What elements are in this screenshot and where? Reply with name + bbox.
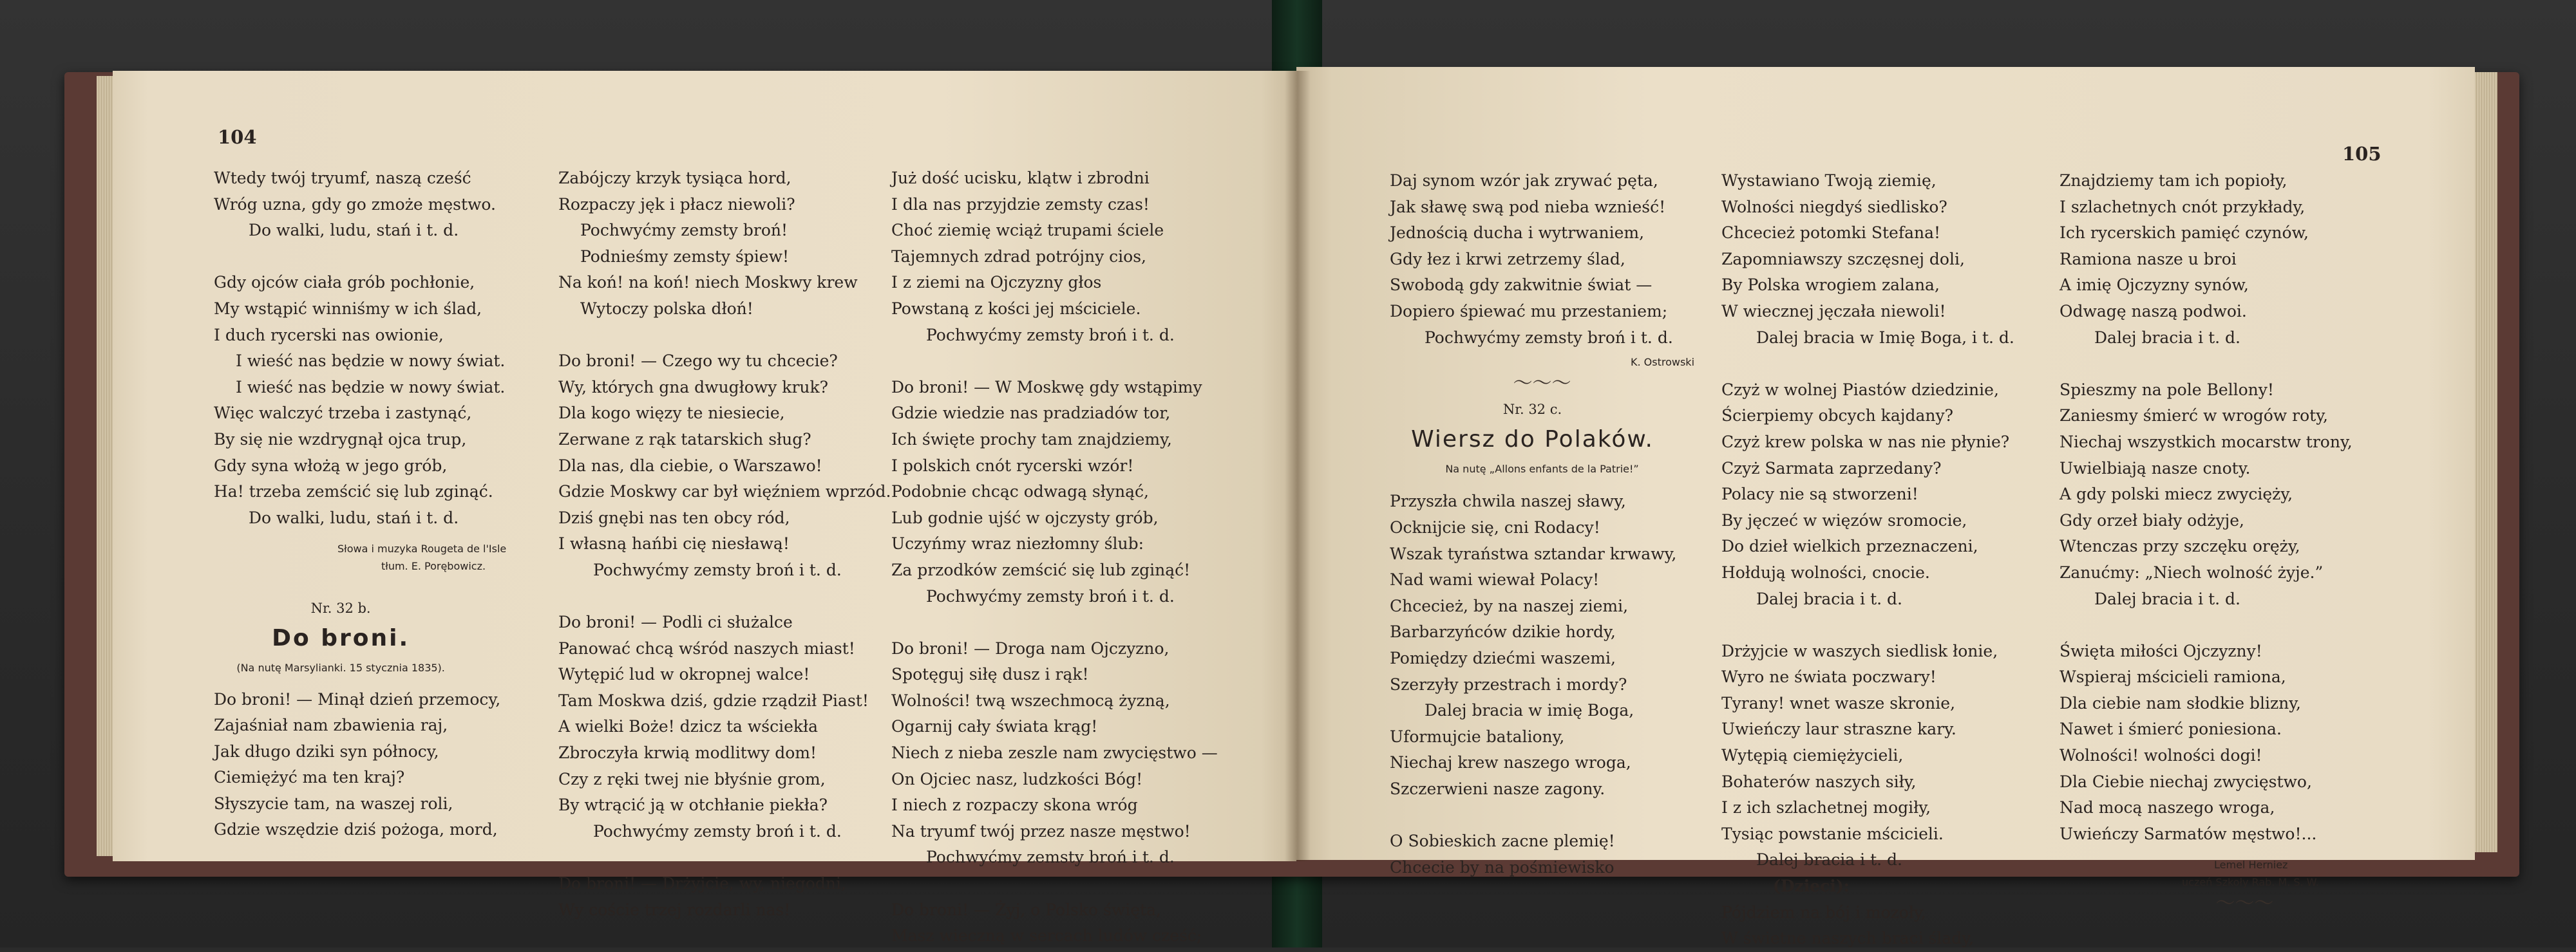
verse-line: Zbroczyła krwią modlitwy dom! [558,743,817,763]
right-page [1296,67,2475,948]
verse-line: I z ich szlachetnej mogiły, [1721,798,1931,817]
verse-line: Uwielbiają nasze cnoty. [2060,458,2251,478]
verse-line: Gdy łez i krwi zetrzemy ślad, [1390,249,1625,268]
verse-line: I wieść nas będzie w nowy świat. [236,377,506,397]
verse-line: Wytoczy polska dłoń! [580,299,753,318]
children-label: (Dzieci): [1773,877,1850,896]
verse-line: Wolności! twą wszechmocą żyzną, [891,691,1170,710]
verse-line: Wy, których gna dwugłowy kruk? [558,377,829,397]
verse-line: I duch rycerski nas owionie, [214,325,444,344]
song-title: Do broni. [272,624,410,651]
verse-line: My wstąpić winniśmy w ich ślad, [214,299,482,318]
stanza-gap [1390,802,1694,828]
verse-line: Zapomniawszy szczęsnej doli, [1721,249,1965,268]
verse-line: Słyszycie tam, na waszej roli, [214,794,453,813]
verse-line: Wtedy twój tryumf, naszą cześć [214,169,471,187]
verse-line: Czyż w wolnej Piastów dziedzinie, [1721,380,1999,399]
page-number-104: 104 [218,126,257,148]
verse-line: Wolności niegdyś siedlisko? [1721,197,1947,216]
song-number: Nr. 32 b. [310,601,371,617]
verse-line: Daj synom wzór jak zrywać pęta, [1390,171,1658,190]
verse-line: Czyż Sarmata zaprzedany? [1721,458,1942,478]
credit-line: uczeń Szkoły Rab. M. S. W. [2182,876,2319,889]
stanza-gap [2060,612,2353,639]
verse-line: Pochwyćmy zemsty broń! [580,221,788,240]
verse-line: Szerzyły przestrach i mordy? [1390,675,1627,694]
verse-line: Rozpaczy jęk i płacz niewoli? [558,194,795,214]
verse-line: Zanućmy: „Niech wolność żyje.” [2060,563,2324,582]
verse-line: Barbarzyńców dzikie hordy, [1390,622,1616,642]
verse-line: Panować chcą wśród naszych miast! [558,639,855,658]
verse-line: By wtrącić ją w otchłanie piekła? [558,796,828,815]
verse-line: Nad mocą naszego wroga, [2060,798,2275,817]
verse-line: Podobnie chcąc odwagą słynąć, [891,482,1149,501]
verse-line: Chcecież potomki Stefana! [1721,223,1941,243]
verse-line: Wspieraj mścicieli ramiona, [2060,667,2286,687]
song-title: Wiersz do Polaków. [1411,425,1654,453]
verse-line: Na koń! na koń! niech Moskwy krew [558,273,858,292]
verse-line: Do broni! — Drżyjcie, wy, niegodni, [558,874,846,893]
verse-line: Nawet i śmierć poniesiona. [2060,720,2282,739]
verse-line: Spieszmy na pole Bellony! [2060,380,2274,399]
verse-line: Znajdziemy tam ich popioły, [2060,171,2287,190]
left-col-3 [891,165,1218,949]
page-edges-right [2472,72,2497,852]
verse-line: Powstaną z kości jej mściciele. [891,299,1141,318]
song-subtitle: Na nutę „Allons enfants de la Patrie!” [1445,462,1639,475]
verse-line: Hołdują wolności, cnocie. [1721,563,1930,582]
verse-line: I niech z rozpaczy skona wróg [891,796,1138,815]
stanza-gap [1721,612,2014,639]
verse-line: W wiecznej jęczała niewoli! [1721,301,1946,321]
page-number-105: 105 [2342,143,2382,165]
verse-line: Nad wami wiewał Polacy! [1390,570,1600,590]
verse-line: I dla nas przyjdzie zemsty czas! [891,194,1150,214]
verse-line: O Sobieskich zacne plemię! [1390,832,1615,851]
verse-line: Wtenczas przy szczęku oręży, [2060,537,2300,556]
verse-line: Do broni! — Minął dzień przemocy, [214,689,501,709]
verse-line: Tysiąc powstanie mścicieli. [1721,824,1944,843]
verse-line: Polacy nie są stworzeni! [1721,485,1918,504]
left-col-1 [214,165,506,843]
verse-line: I z ziemi na Ojczyzny głos [891,273,1102,292]
right-col-2 [1721,168,2014,952]
verse-line: Ocknijcie się, cni Rodacy! [1390,518,1600,537]
verse-line: Pójdziem na bój i mozoły, [1721,902,1926,922]
stanza-gap [891,871,1218,897]
verse-line: W świetne naszych braci ślady, [1721,929,1975,948]
verse-line: On Ojciec nasz, ludzkości Bóg! [891,769,1143,789]
verse-line: Ciemiężyć ma ten kraj? [214,768,405,787]
verse-line: Wróg uzna, gdy go zmoże męstwo. [214,194,496,214]
verse-line: Gdy orzeł biały odżyje, [2060,510,2244,530]
verse-line: Dopiero śpiewać mu przestaniem; [1390,301,1668,321]
verse-line: Niech z nieba zeszle nam zwycięstwo — [891,743,1218,763]
stanza-gap [891,610,1218,636]
verse-line: Do walki, ludu, stań i t. d. [249,221,459,240]
divider [214,575,506,595]
verse-line: Przyszła chwila naszej sławy, [1390,492,1626,511]
credit-line: Słowa i muzyka Rougeta de l'Isle [337,543,507,555]
verse-line: Drżyjcie w waszych siedlisk łonie, [1721,641,1998,660]
verse-line: Do broni! — Podli ci służalce [558,613,793,632]
verse-line: Niechaj krew naszego wroga, [1390,753,1631,772]
verse-line: Gdzie Moskwy car był więźniem wprzód. [558,482,891,501]
verse-line: I szlachetnych cnót przykłady, [2060,197,2306,216]
verse-line: Dalej bracia i t. d. [1756,589,1902,608]
verse-line: Swobodą gdy zakwitnie świat — [1390,275,1653,295]
author: K. Ostrowski [1631,356,1695,369]
book-gutter [1285,71,1311,861]
verse-line: Pochwyćmy zemsty broń i t. d. [926,848,1175,867]
verse-line: Już dość ucisku, klątw i zbrodni [891,169,1150,187]
verse-line: Gdzie wiedzie nas pradziadów tor, [891,404,1171,423]
verse-line: Tam Moskwa dziś, gdzie rządził Piast! [558,691,869,710]
verse-line: Wystawiano Twoją ziemię, [1721,171,1937,190]
verse-line: Jak długo dziki syn północy, [214,742,439,761]
verse-line: Wytępią ciemiężycieli, [1721,746,1904,765]
verse-line: Pochwyćmy zemsty broń i t. d. [926,325,1175,344]
right-col-3 [2060,168,2353,917]
verse-line: A gdy polski miecz zwycięży, [2060,485,2293,504]
stanza-gap [891,348,1218,375]
verse-line: By się nie wzdrygnął ojca trup, [214,429,467,449]
verse-line: Gdzie wszędzie dziś pożoga, mord, [214,820,498,839]
verse-line: Na tryumf twój przez nasze męstwo! [891,821,1191,841]
stanza-gap [558,584,891,610]
verse-line: Ogarnij cały świata krąg! [891,717,1098,736]
verse-line: A imię Ojczyzny synów, [2060,275,2249,295]
verse-line: Dla Ciebie niechaj zwycięstwo, [2060,772,2312,791]
verse-line: Spotęguj siłę dusz i rąk! [891,665,1089,684]
verse-line: Jak sławę swą pod nieba wznieść! [1390,197,1666,216]
verse-line: Niechaj wszystkich mocarstw trony, [2060,432,2353,451]
verse-line: Wytępić lud w okropnej walce! [558,665,810,684]
stanza-gap [1721,351,2014,377]
song-number: Nr. 32 c. [1502,402,1562,418]
credit-line: Lemel Herniez [2214,859,2288,872]
stanza-gap [214,244,506,270]
credit-line: tłum. E. Porębowicz. [381,560,486,573]
verse-line: Uformujcie bataliony, [1390,727,1565,746]
verse-line: Jednością ducha i wytrwaniem, [1390,223,1645,243]
verse-line: Uwieńczy laur straszne kary. [1721,720,1956,739]
verse-line: Do broni! — Czego wy tu chcecie? [558,351,838,371]
verse-line: Ramiona nasze u broi [2060,249,2237,268]
verse-line: Lub godnie ujść w ojczysty grób, [891,508,1159,527]
verse-line: Bohaterów naszych siły, [1721,772,1917,791]
verse-line: A wielki Boże! dzicz ta wściekła [558,717,819,736]
stanza-gap [558,322,891,349]
verse-line: Zerwane z rąk tatarskich sług? [558,429,811,449]
verse-line: Ich rycerskich pamięć czynów, [2060,223,2309,243]
right-col-1 [1390,168,1694,881]
verse-line: Ścierpiemy obcych kajdany? [1721,406,1954,425]
verse-line: Odwagę naszą podwoi. [2060,301,2247,321]
stanza-gap [558,845,891,871]
verse-line: Zabójczy krzyk tysiąca hord, [558,169,791,187]
verse-line: Dla ciebie nam słodkie blizny, [2060,693,2301,713]
verse-line: Czyż krew polska w nas nie płynie? [1721,432,2010,451]
verse-line: Święta miłości Ojczyzny! [2060,641,2262,660]
left-col-2 [558,165,891,923]
stanza-gap [2060,351,2353,377]
verse-line: Pomiędzy dziećmi waszemi, [1390,648,1616,667]
verse-line: By jęczeć w więzów sromocie, [1721,510,1967,530]
verse-line: Do broni! — Droga nam Ojczyzno, [891,639,1170,658]
verse-line: Dalej bracia i t. d. [1756,850,1902,870]
verse-line: Do broni! — W Moskwę gdy wstąpimy [891,377,1202,397]
verse-line: Gdy syna włożą w jego grób, [214,456,448,475]
verse-line: Wolności! wolności dogi! [2060,746,2262,765]
verse-line: Chcecież, by na naszej ziemi, [1390,596,1629,615]
left-page [113,71,1296,946]
verse-line: Wszak tyraństwa sztandar krwawy, [1390,544,1677,563]
verse-line: Wy coście trzej rozdarli nas! [558,900,791,919]
verse-line: Zajaśniał nam zbawienia raj, [214,716,448,735]
verse-line: Dziś gnębi nas ten obcy ród, [558,508,790,527]
verse-line: Podnieśmy zemsty śpiew! [580,247,790,266]
verse-line: Pochwyćmy zemsty broń i t. d. [593,821,842,841]
verse-line: Tajemnych zdrad potrójny cios, [891,247,1146,266]
verse-line: Do walki, ludu, stań i t. d. [249,508,459,527]
verse-line: Chcecie by na pośmiewisko [1390,857,1615,877]
verse-line: Zaniesmy śmierć w wrogów roty, [2060,406,2328,425]
verse-line: Choć ziemię wciąż trupami ściele [891,221,1164,240]
verse-line: Do broni! — Żyj, o Polsko święta, [891,900,1161,919]
verse-line: Za przodków zemścić się lub zginąć! [891,560,1191,579]
verse-line: Dalej bracia w imię Boga, [1425,701,1634,720]
verse-line: Masz wieczną w sercach ludów cześć; [891,926,1202,946]
verse-line: Tyrany! wnet wasze skronie, [1721,693,1956,713]
verse-line: Dalej bracia i t. d. [2094,589,2240,608]
verse-line: Pochwyćmy zemsty broń i t. d. [1425,328,1673,347]
verse-line: I własną hańbi cię niesławą! [558,534,790,554]
verse-line: Wyro ne świata poczwary! [1721,667,1937,687]
verse-line: Ich święte prochy tam znajdziemy, [891,429,1172,449]
song-subtitle: (Na nutę Marsylianki. 15 stycznia 1835). [236,661,445,674]
verse-line: Pochwyćmy zemsty broń i t. d. [926,586,1175,606]
verse-line: Ha! trzeba zemścić się lub zginąć. [214,482,493,501]
divider: 〜〜〜 [1513,372,1571,395]
verse-line: Szczerwieni nasze zagony. [1390,779,1605,798]
verse-line: Dla nas, dla ciebie, o Warszawo! [558,456,822,475]
verse-line: Uwieńczy Sarmatów męstwo!... [2060,824,2317,843]
verse-line: Dla kogo więzy te niesiecie, [558,404,785,423]
verse-line: Gdy ojców ciała grób pochłonie, [214,273,475,292]
verse-line: Dalej bracia w Imię Boga, i t. d. [1756,328,2014,347]
verse-line: Uczyńmy wraz niezłomny ślub: [891,534,1144,554]
verse-line: Dalej bracia i t. d. [2094,328,2240,347]
verse-line: I wieść nas będzie w nowy świat. [236,351,506,371]
verse-line: Do dzieł wielkich przeznaczeni, [1721,537,1978,556]
verse-line: Czy z ręki twej nie błyśnie grom, [558,769,826,789]
divider: 〜〜〜 [2215,892,2274,915]
verse-line: Więc walczyć trzeba i zastynąć, [214,404,472,423]
verse-line: By Polska wrogiem zalana, [1721,275,1940,295]
verse-line: I polskich cnót rycerski wzór! [891,456,1134,475]
verse-line: Pochwyćmy zemsty broń i t. d. [593,560,842,579]
